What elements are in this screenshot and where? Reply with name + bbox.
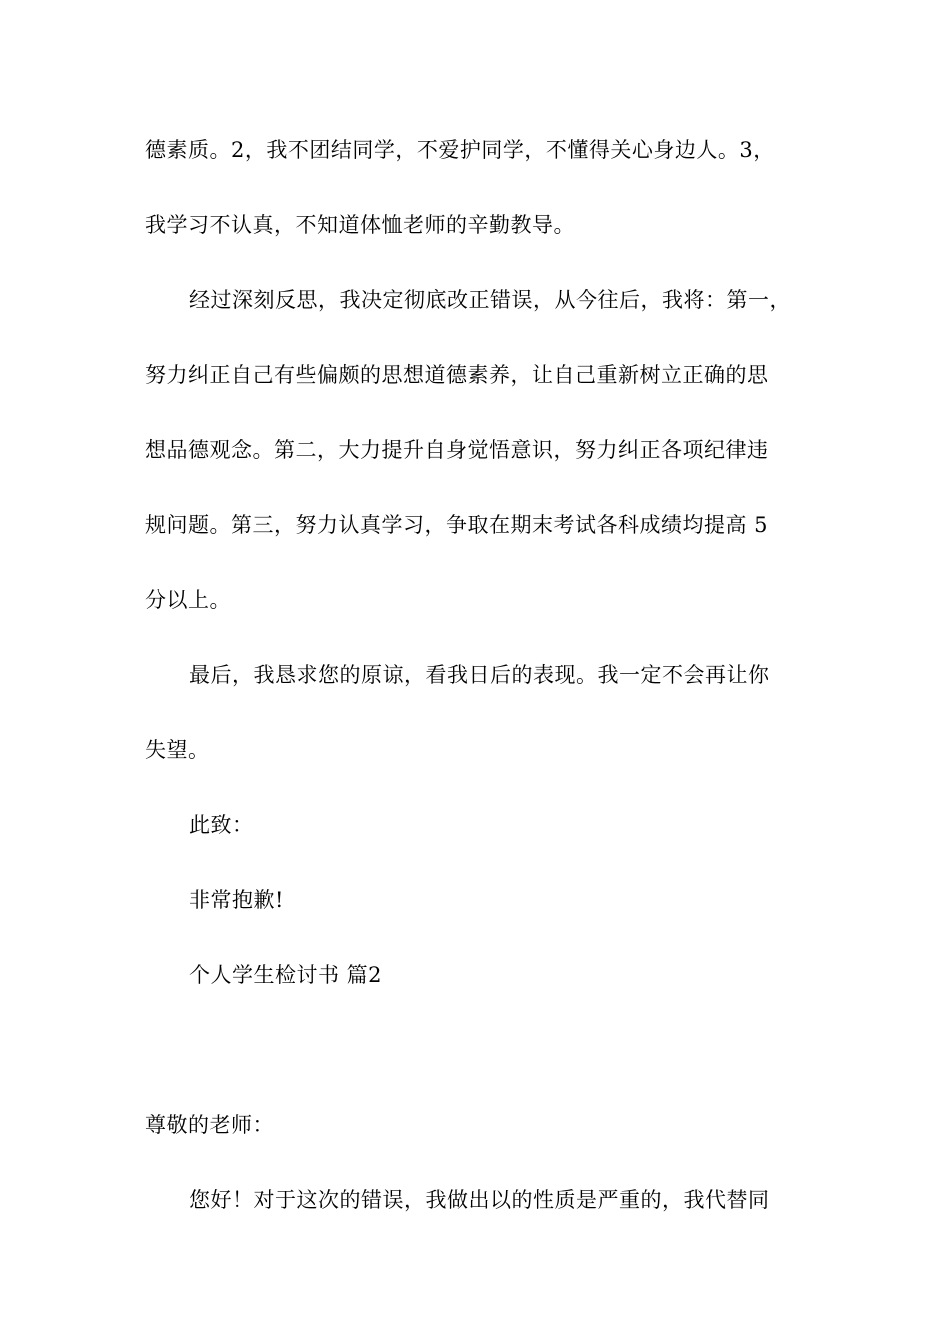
closing-remark: 非常抱歉!	[189, 888, 284, 912]
text-line: 德素质。2，我不团结同学，不爱护同学，不懂得关心身边人。3，	[145, 138, 775, 162]
paragraph-start-line: 您好！对于这次的错误，我做出以的性质是严重的，我代替同	[189, 1188, 770, 1212]
text-line: 规问题。第三，努力认真学习，争取在期末考试各科成绩均提高 5	[145, 513, 769, 537]
text-line: 分以上。	[145, 588, 231, 612]
greeting-line: 尊敬的老师：	[145, 1113, 274, 1137]
paragraph-start-line: 经过深刻反思，我决定彻底改正错误，从今往后，我将：第一，	[189, 288, 791, 312]
text-line: 我学习不认真，不知道体恤老师的辛勤教导。	[145, 213, 575, 237]
text-line: 想品德观念。第二，大力提升自身觉悟意识，努力纠正各项纪律违	[145, 438, 769, 462]
section-heading: 个人学生检讨书 篇2	[189, 963, 383, 987]
text-line: 失望。	[145, 738, 210, 762]
paragraph-start-line: 最后，我恳求您的原谅，看我日后的表现。我一定不会再让你	[189, 663, 770, 687]
closing-salutation: 此致：	[189, 813, 254, 837]
text-line: 努力纠正自己有些偏颇的思想道德素养，让自己重新树立正确的思	[145, 363, 769, 387]
